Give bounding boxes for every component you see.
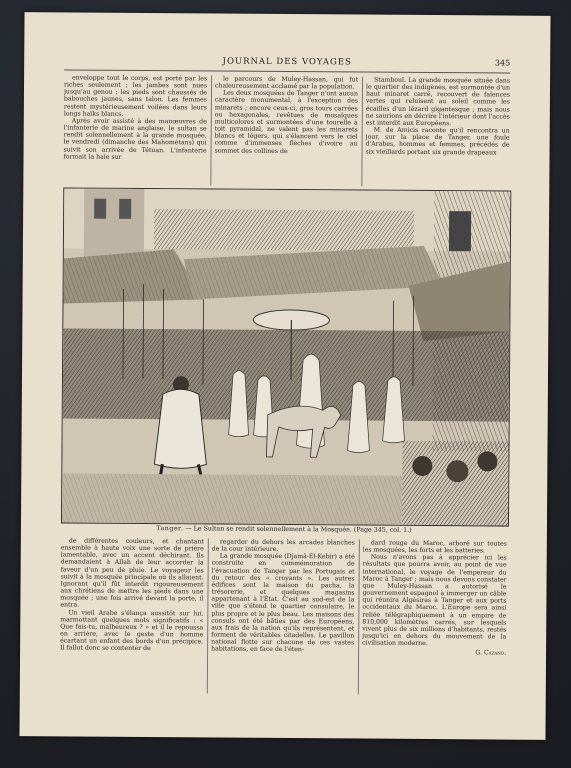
column-divider <box>207 538 209 693</box>
page-number: 345 <box>494 58 511 68</box>
engraving-illustration <box>61 187 511 526</box>
column-divider <box>210 75 212 185</box>
paragraph: enveloppe tout le corps, est porté par les riches seulement ; les jambes sont nues jusqu'au genou ; les pieds sont chaussés de babouches jaunes, sans talon. Les femmes restent mystérieusement voilées dans leurs longs haïks blancs. <box>63 74 208 118</box>
paragraph: Nous n'avons pas à apprécier ici les résultats que pourra avoir, au point de vue international, le voyage de l'empereur du Maroc à Tanger ; mais nous devons constater que Muley-Hassan a autorisé le gouvernement espagnol à immerger un câble qui réunira Algésiras à Tanger et aux ports occidentaux du Maroc. L'Europe sera ainsi reliée télégraphiquement à un empire de 810,000 kilomètres carrés, sur lesquels vivent plus de six millions d'habitants, restés jusqu'ici en dehors du mouvement de la civilisation moderne. <box>362 553 507 648</box>
caption-text: — Le Sultan se rendit solennellement à la Mosquée. (Page 345, col. 1.) <box>183 525 412 534</box>
page-header <box>64 55 510 73</box>
paragraph: dard rouge du Maroc, arboré sur toutes les mosquées, les forts et les batteries. <box>362 539 507 555</box>
bottom-column-1 <box>60 537 204 698</box>
top-column-1 <box>63 74 207 187</box>
bottom-column-2 <box>211 538 355 699</box>
paragraph: Stamboul. La grande mosquée située dans le quartier des indigènes, est surmontée d'un haut minaret carré, recouvert de faïences vertes qui reluisent au soleil comme les écailles d'un lézard gigantesque ; mais nous ne saurions en décrire l'intérieur dont l'accès est interdit aux Européens. <box>365 76 511 128</box>
top-column-2 <box>214 76 358 189</box>
column-divider <box>361 77 363 187</box>
top-column-3 <box>365 77 510 190</box>
paragraph: Un vieil Arabe s'élança aussitôt sur lui, marmottant quelques mots significatifs : « Que fais-tu, malheureux ? » et il le repoussa en arrière, avec le geste d'un homme écartant un enfant des bords d'un précipice. Il fallut donc se contenter de <box>60 609 204 653</box>
caption-lead: Tanger. <box>156 525 184 533</box>
paragraph: Les deux mosquées de Tanger n'ont aucun caractère monumental, à l'exception des minarets ; encore ceux-ci, gros tours carrées ou hexagonales, revêtues de mosaïques multicolores et surmontées d'une tourelle à toit pyramidal, ne valent pas les minarets blancs et légers, qui s'élancent vers le ciel comme d'immenses flèches d'ivoire au sommet des collines de <box>214 89 358 155</box>
bottom-column-3 <box>362 540 507 701</box>
engraving-drawing <box>62 188 510 525</box>
paragraph: regarder du dehors les arcades blanches de la cour intérieure. <box>211 538 355 554</box>
journal-title: JOURNAL DES VOYAGES <box>222 56 352 68</box>
newspaper-page <box>19 12 550 740</box>
paragraph: de différentes couleurs, et chantant ensemble à haute voix une sorte de prière lamentable, avec un accent déchirant. Ils demandaient à Allah de leur accorder la faveur d'un peu de pluie. Le voyageur les suivit à la mosquée principale où ils allaient. Ignorant qu'il fût interdit rigoureusement aux chrétiens de mettre les pieds dans une mosquée ; une fois arrivé devant la porte, il entra. <box>60 537 204 609</box>
paragraph: M. de Amicis raconte qu'il rencontra un jour, sur la place de Tanger, une foule d'Arabes, hommes et femmes, précédés de six vieillards portant six grande drapeaux <box>365 126 510 157</box>
paragraph: Après avoir assisté à des manœuvres de l'infanterie de marine anglaise, le sultan se rendit solennellement à la grande mosquée, le vendredi (dimanche des Mahométans) qui suivit son arrivée de Tétuan. L'infanterie formait la haie sur <box>63 117 207 161</box>
author-signature: G. Cazano. <box>475 649 507 657</box>
paragraph: le parcours de Muley-Hassan, qui fut chaleureusement acclamé par la population. <box>214 75 359 91</box>
column-divider <box>358 540 360 695</box>
paragraph: La grande mosquée (Djamâ-El-Kebir) a été construite en commémoration de l'évacuation de Tanger par les Portugais et du retour des « croyants ». Les autres édifices sont la maison du pacha, la trésorerie, et quelques magasins appartenant à l'État. C'est au sud-est de la ville que s'étend le quartier consulaire, le plus propre et le plus beau. Les maisons des consuls ont été bâties par des Européens, aux frais de la nation qu'ils représentent, et forment de véritables citadelles. Le pavillon national flotte sur chacune de ces vastes habitations, en face de l'éten- <box>211 552 355 654</box>
